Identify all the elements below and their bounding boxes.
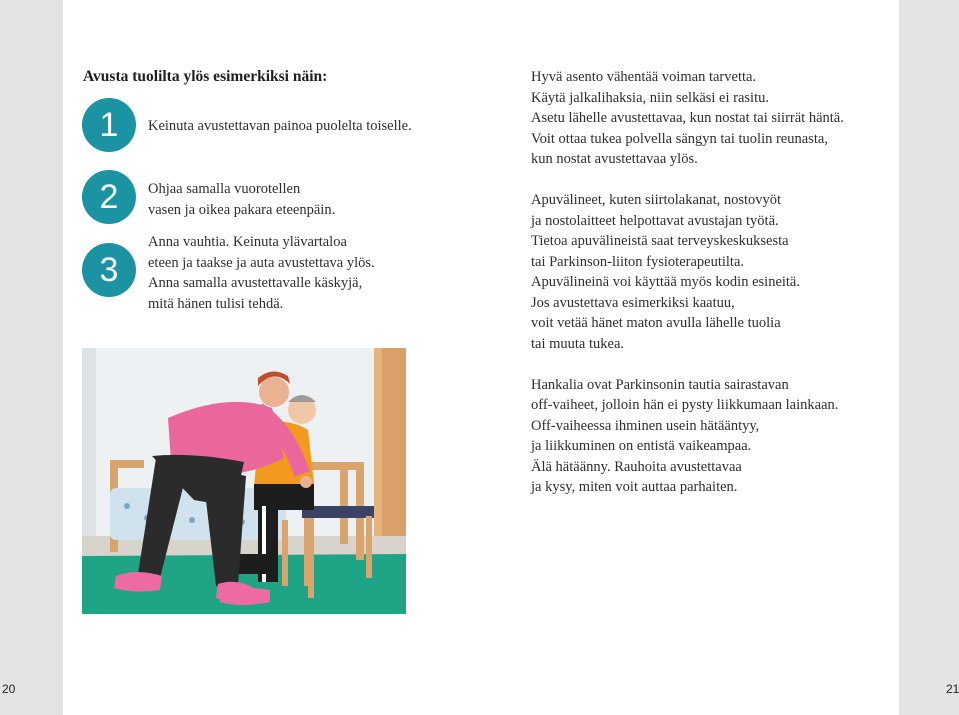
text-line: Voit ottaa tukea polvella sängyn tai tuolin reunasta, (531, 130, 828, 147)
paragraph-aids (531, 190, 881, 354)
step-1-line: Keinuta avustettavan painoa puolelta toiselle. (148, 118, 412, 134)
step-1-number: 1 (99, 106, 119, 144)
text-line: ja nostolaitteet helpottavat avustajan työtä. (531, 212, 779, 229)
step-3-line: Anna samalla avustettavalle käskyjä, (148, 275, 363, 291)
assist-photo (82, 348, 406, 614)
text-line: Jos avustettava esimerkiksi kaatuu, (531, 294, 735, 311)
text-line: tai Parkinson-liiton fysioterapeutilta. (531, 253, 745, 270)
text-line: kun nostat avustettavaa ylös. (531, 151, 698, 167)
step-1-badge (82, 98, 136, 152)
page-number-left: 20 (2, 682, 16, 696)
right-column (531, 67, 881, 518)
text-line: Asetu lähelle avustettavaa, kun nostat tai siirrät häntä. (531, 110, 844, 126)
step-1-text (148, 116, 412, 137)
text-line: tai muuta tukea. (531, 335, 625, 352)
text-line: voit vetää hänet maton avulla lähelle tuolia (531, 315, 781, 331)
step-3-text (148, 232, 375, 314)
text-line: Hyvä asento vähentää voiman tarvetta. (531, 69, 757, 85)
text-line: Älä hätäänny. Rauhoita avustettavaa (531, 458, 742, 475)
step-2-text (148, 179, 335, 220)
paragraph-posture (531, 67, 881, 170)
step-2-badge (82, 170, 136, 224)
text-line: Apuvälineet, kuten siirtolakanat, nostovyöt (531, 192, 782, 208)
page-number-right: 21 (946, 682, 959, 696)
step-3-line: eteen ja taakse ja auta avustettava ylös. (148, 254, 375, 271)
step-3-line: mitä hänen tulisi tehdä. (148, 295, 284, 312)
text-line: Hankalia ovat Parkinsonin tautia sairastavan (531, 376, 789, 393)
step-3-number: 3 (99, 251, 119, 289)
step-2-line: Ohjaa samalla vuorotellen (148, 181, 301, 197)
page-title: Avusta tuolilta ylös esimerkiksi näin: (83, 68, 328, 85)
step-2-number: 2 (99, 178, 119, 216)
assist-illustration (82, 348, 406, 614)
step-3-line: Anna vauhtia. Keinuta ylävartaloa (148, 234, 347, 250)
step-3-badge (82, 243, 136, 297)
text-line: Käytä jalkalihaksia, niin selkäsi ei rasitu. (531, 89, 769, 106)
text-line: Tietoa apuvälineistä saat terveyskeskuksesta (531, 233, 789, 249)
text-line: ja kysy, miten voit auttaa parhaiten. (531, 479, 738, 495)
text-line: off-vaiheet, jolloin hän ei pysty liikkumaan lainkaan. (531, 397, 839, 413)
text-line: Apuvälineinä voi käyttää myös kodin esineitä. (531, 274, 800, 290)
step-2-line: vasen ja oikea pakara eteenpäin. (148, 201, 336, 218)
paragraph-off-phases (531, 375, 881, 498)
text-line: ja liikkuminen on entistä vaikeampaa. (531, 438, 752, 454)
text-line: Off-vaiheessa ihminen usein hätääntyy, (531, 417, 760, 434)
